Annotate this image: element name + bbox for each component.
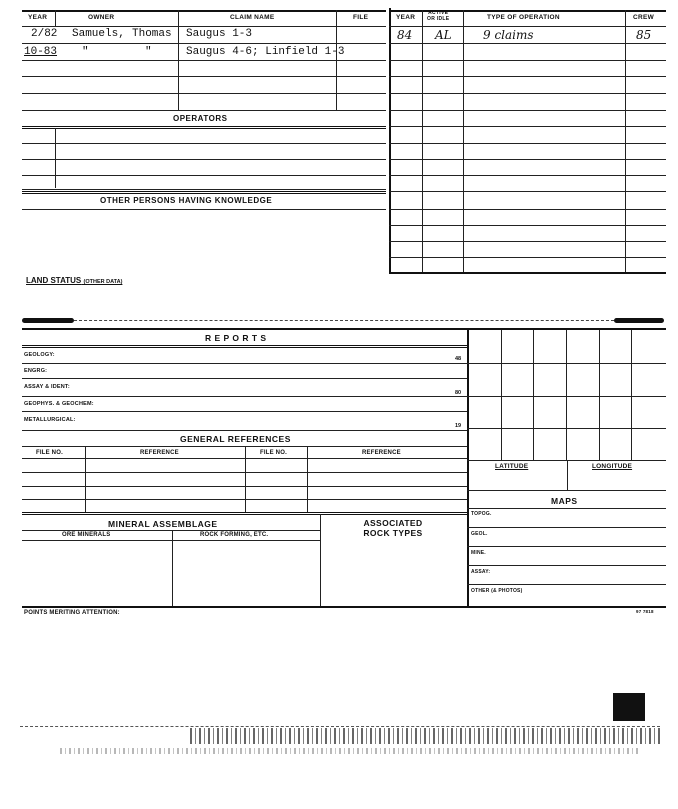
claim-year-2: 10-83: [24, 46, 58, 58]
claim-owner-2b: ": [145, 46, 152, 58]
col-header-owner: OWNER: [88, 14, 115, 21]
scan-black-block: [613, 693, 645, 721]
claim-year-1: 2/82: [31, 28, 58, 40]
activity-crew-1: 85: [636, 28, 652, 42]
activity-header-type: TYPE OF OPERATION: [487, 14, 560, 21]
col-header-year: YEAR: [28, 14, 48, 21]
claim-owner-1: Samuels,: [72, 28, 125, 40]
col-header-file: FILE: [353, 14, 369, 21]
ref-col-ref2: REFERENCE: [362, 450, 401, 456]
mineral-title: MINERAL ASSEMBLAGE: [108, 519, 218, 529]
col-header-claim-name: CLAIM NAME: [230, 14, 275, 21]
claim-owner-2: ": [82, 46, 89, 58]
maps-title: MAPS: [551, 496, 578, 506]
scan-noise-faint: [60, 748, 640, 754]
map-other: OTHER (& PHOTOS): [471, 588, 523, 594]
land-status-label: LAND STATUS (OTHER DATA): [26, 276, 123, 285]
associated-rock-types: ASSOCIATED ROCK TYPES: [363, 518, 423, 538]
claim-name-2: Saugus 4-6; Linfield 1-3: [186, 46, 345, 58]
activity-type-1: 9 claims: [483, 28, 534, 42]
report-label-geophys: GEOPHYS. & GEOCHEM:: [24, 401, 94, 407]
card-tab-left: [22, 318, 74, 323]
reports-title: R E P O R T S: [205, 333, 267, 343]
form-code: 97 7818: [636, 609, 654, 614]
mineral-col-ore: ORE MINERALS: [62, 532, 111, 538]
ref-col-file1: FILE NO.: [36, 450, 63, 456]
activity-header-crew: CREW: [633, 14, 655, 21]
report-num-metallurgical: 19: [455, 423, 462, 429]
report-label-geology: GEOLOGY:: [24, 352, 55, 358]
activity-header-active: ACTIVE OR IDLE: [427, 10, 450, 22]
claim-owner-1b: Thomas: [132, 28, 172, 40]
ref-col-ref1: REFERENCE: [140, 450, 179, 456]
report-label-assay: ASSAY & IDENT:: [24, 384, 70, 390]
map-mine: MINE.: [471, 550, 486, 556]
map-assay: ASSAY:: [471, 569, 491, 575]
ref-col-file2: FILE NO.: [260, 450, 287, 456]
longitude-label: LONGITUDE: [592, 463, 633, 470]
map-topog: TOPOG.: [471, 511, 492, 517]
report-label-metallurgical: METALLURGICAL:: [24, 417, 76, 423]
scan-noise-band: [190, 728, 660, 744]
latitude-label: LATITUDE: [495, 463, 529, 470]
points-meriting-attention: POINTS MERITING ATTENTION:: [24, 610, 120, 616]
operators-title: OPERATORS: [173, 114, 228, 123]
report-label-engrg: ENGRG:: [24, 368, 48, 374]
activity-active-1: AL: [435, 28, 452, 42]
report-num-geology: 48: [455, 356, 462, 362]
knowledge-title: OTHER PERSONS HAVING KNOWLEDGE: [100, 196, 273, 205]
activity-year-1: 84: [397, 28, 413, 42]
card-tab-right: [614, 318, 664, 323]
mineral-col-rock: ROCK FORMING, ETC.: [200, 532, 269, 538]
activity-header-year: YEAR: [396, 14, 416, 21]
general-refs-title: GENERAL REFERENCES: [180, 434, 291, 444]
claim-name-1: Saugus 1-3: [186, 28, 253, 40]
report-num-assay: 80: [455, 390, 462, 396]
map-geol: GEOL.: [471, 531, 488, 537]
